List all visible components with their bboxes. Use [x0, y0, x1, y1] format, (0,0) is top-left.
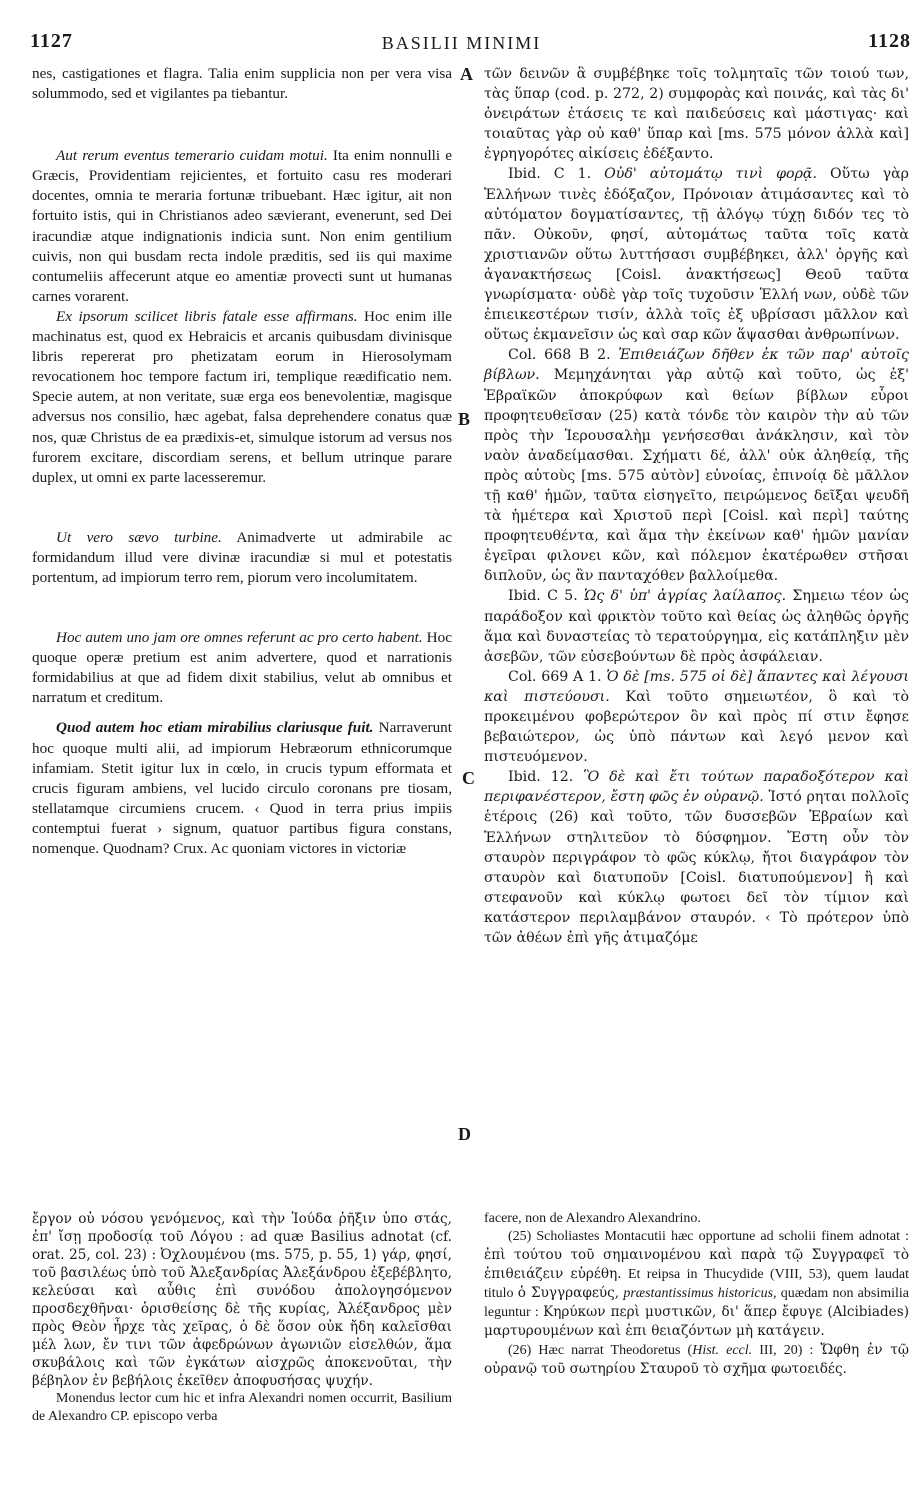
latin-paragraph-6: [32, 718, 452, 859]
footnote-right-continuation: facere, non de Alexandro Alexandrino.: [484, 1211, 701, 1226]
greek-paragraph-4: [484, 586, 909, 666]
latin-lemma-4: Ut vero sævo turbine.: [56, 528, 222, 546]
section-marker-c: C: [462, 768, 475, 788]
footnote-26-italic-b: Hist. eccl.: [692, 1343, 753, 1358]
greek-lemma-5: Ὁ δὲ [ms. 575 οἱ δὲ] ἅπαντες καὶ λέγουσι καὶ πιστεύουσι.: [484, 668, 909, 705]
latin-paragraph-3: [32, 307, 452, 488]
footnotes-right: [484, 1210, 909, 1379]
greek-paragraph-5: [484, 667, 909, 767]
greek-body-5: Καὶ τοῦτο σημειωτέον, ὃ καὶ τὸ προκειμένου φοβερώτερον ὂν καὶ πρὸς πί στιν ἔφησε βεβαιώτερον, ὡς ὑπὸ πάντων καὶ λεγό μενον καὶ πιστευόμενον.: [484, 688, 909, 766]
footnotes-left: [32, 1210, 452, 1426]
running-title: BASILII MINIMI: [381, 33, 542, 53]
latin-paragraph-1: nes, castigationes et flagra. Talia enim supplicia non per vera visa solummodo, sed et vigilantes pa tiebantur.: [32, 65, 452, 103]
footnote-25-greek-a: ἐπὶ τούτου τοῦ σημαινομένου καὶ παρὰ τῷ Συγγραφεῖ τὸ ἐπιθειάζειν εὑρέθη.: [484, 1247, 909, 1282]
greek-paragraph-1: τῶν δεινῶν ἃ συμβέβηκε τοῖς τολμηταῖς τῶν τοιού των, τὰς ὕπαρ (cod. p. 272, 2) συμφορὰς καὶ ποινάς, καὶ τὰς δι' ὀνειράτων ἐτάσεις τε καὶ παιδεύσεις καὶ μάστιγας· καὶ τοιαῦτας γὰρ οὐ καθ' ὕπαρ καὶ [ms. 575 μόνον ἀλλὰ καὶ] ἐγρηγορότες αἰκίσεις ἐδέξαντο.: [484, 66, 909, 163]
greek-paragraph-2: [484, 164, 909, 345]
latin-lemma-2: Aut rerum eventus temerario cuidam motui.: [56, 147, 328, 165]
page-number-right: 1128: [868, 30, 911, 52]
footnote-25-greek-d: ὁ Συγγραφεύς,: [517, 1285, 620, 1301]
greek-lemma-6: Ὃ δὲ καὶ ἔτι τούτων παραδοξότερον καὶ περιφανέστερον, ἔστη φῶς ἐν οὐρανῷ.: [484, 769, 910, 806]
greek-body-6: Ἱστό ρηται πολλοῖς ἑτέροις (26) καὶ τοῦτο, τῶν δυσσεβῶν Ἑβραίων καὶ Ἑλλήνων στηλιτεῦον τὸ δύσφημον. Ἔστη οὖν τὸν σταυρὸν περιγράφον τὸ φῶς κύκλῳ, ἤτοι διαγράφον τὸν σταυρὸν καὶ διατυποῦν [Coisl. διατυπούμενον] ἢ καὶ στεφανοῦν καὶ κύκλῳ φωτοει δεῖ τὸν τίμιον καὶ κατάστερον περιλαμβάνον σταυρόν. ‹ Τὸ πρότερον ὑπὸ τῶν ἀθέων ἐπὶ γῆς ἀτιμαζόμε: [484, 789, 909, 947]
footnote-25: [484, 1228, 909, 1341]
latin-body-6: Narraverunt hoc quoque multi alii, ad impiorum Hebræorum ethnicorumque infamiam. Stetit igitur lux in cœlo, in crucis typum efformata et crucis figuram ambiens, vel lucido circulo coronans pre tiosam, stellatamque circumiens crucem. ‹ Quod in terra prius impiis contemptui fuerat › signum, quatuor partibus figura constans, nomenque. Quodnam? Crux. Ac quoniam victores in victoriæ: [32, 719, 452, 857]
page-header: [0, 0, 923, 62]
footnote-26-text-a: (26) Hæc narrat Theodoretus (: [508, 1343, 693, 1358]
page-number-left: 1127: [30, 30, 73, 52]
latin-body-4: Animadverte ut admirabile ac formidandum illud vere divinæ iracundiæ si mul et potestatis portentum, ad impiorum terro rem, piorum vero incolumitatem.: [32, 528, 452, 586]
footnote-25-italic-e: præstantissimus historicus,: [619, 1286, 777, 1301]
latin-body-2: Ita enim nonnulli e Græcis, Providentiam rejicientes, et fortuito casu res moderari docentes, omnia te meraria fortunæ tribuebant. Hæc igitur, ait non fortuito istis, qui in Christianos adeo sævierant, evenerunt, sed Dei iracundiæ atque indignationis indicia sunt. Non enim gentilium cuivis, non qui busdam recta indole præditis, sed iis qui maxime contumeliis affecerunt atque eo amentiæ provecti sunt ut humanas carnes vorarent.: [32, 147, 452, 305]
footnote-25-text-f: quædam non absimilia leguntur :: [484, 1286, 910, 1320]
section-marker-d: D: [458, 1124, 471, 1144]
footnote-25-text-a: (25) Scholiastes Montacutii hæc opportune ad scholii finem adnotat :: [508, 1229, 909, 1244]
footnote-left-latin: Monendus lector cum hic et infra Alexandri nomen occurrit, Basilium de Alexandro CP. episcopo verba: [32, 1391, 452, 1424]
footnote-left-greek: ἔργον οὐ νόσου γενόμενος, καὶ τὴν Ἰούδα ῥῆξιν ὑπο στάς, ἐπ' ἴσῃ προδοσίᾳ τοῦ Λόγου : ad quæ Basilius adnotat (cf. orat. 25, col. 23) : Ὀχλουμένου (ms. 575, p. 55, 1) γάρ, φησί, τοῦ βασιλέως ὑπὸ τοῦ Ἀλεξανδρίας Ἀλεξάνδρου ἐξεβέβλητο, κελεύσαι καὶ αὖθις ἐπὶ συνόδου ἀπολογησόμενον προσδεχθῆναι· ὁρισθείσης δὲ τῆς κυρίας, Ἀλέξανδρος μὲν πρὸς Θεὸν ἦρχε τὰς χεῖρας, ὁ δὲ ὅσον οὐκ ἤδη καλεῖσθαι μέλ λων, ἔν τινι τῶν ἀφεδρώνων ἀγωνιῶν εἰσελθών, ἅμα σκυβάλοις καὶ τῶν ἐγκάτων αἰσχρῶς ἀποκενοῦται, τὴν βέβηλον ἐν βεβήλοις ἐκεῖθεν ἀποφυσήσας ψυχήν.: [32, 1211, 452, 1389]
latin-paragraph-5: [32, 628, 452, 708]
greek-ref-5: Col. 669 A 1.: [508, 668, 602, 685]
greek-body-4: Σημειω τέον ὡς παράδοξον καὶ φρικτὸν τοῦτο καὶ θείας ὡς ἀληθῶς ὀργῆς ἅμα καὶ δυναστείας τὸ τερατούργημα, εἰς κατάπληξιν μὲν ἀσεβῶν, τῶν εὐσεβούντων δὲ πρὸς ἀσφάλειαν.: [484, 588, 909, 665]
latin-column: [32, 64, 452, 859]
greek-ref-2: Ibid. C 1.: [508, 166, 592, 183]
greek-lemma-2: Οὐδ' αὐτομάτῳ τινὶ φορᾷ.: [591, 166, 817, 183]
greek-body-3: Μεμηχάνηται γὰρ αὐτῷ καὶ τοῦτο, ὡς ἐξ' Ἑβραϊκῶν ἀποκρύφων καὶ θείων βίβλων εὗροι προφητευθεῖσαν (25) κατὰ τόνδε τὸν καιρὸν τὴν αὐ τῶν πρὸς τὴν Ἱερουσαλὴμ γενήσεσθαι ἀνάκλησιν, καὶ τὸν ναὸν ἀναδείμασθαι. Σχήματι δέ, ἀλλ' οὐκ ἀληθείᾳ, τῆς πρὸς αὐτοὺς [ms. 575 αὐτὸν] εὐνοίας, ἐπινοίᾳ δὲ μᾶλλον τῇ καθ' ἡμῶν, ταῦτα εἰσηγεῖτο, πειρώμενος δεῖξαι ψευδῆ τὰ ἡμέτερα καὶ Χριστοῦ περὶ [Coisl. καὶ περὶ] ταύτης προφητευθέντα, καὶ ἅμα τὴν ἐκείνων καθ' ἡμῶν μανίαν ἐγεῖραι φιλονει κῶν, καὶ πόλεμον ἑκατέρωθεν στῆσαι διπλοῦν, ὡς ἂν πανταχόθεν βαλλοίμεθα.: [484, 367, 909, 585]
latin-paragraph-2: [32, 146, 452, 307]
footnote-26-text-c: III, 20) :: [752, 1343, 821, 1358]
greek-ref-4: Ibid. C 5.: [508, 588, 578, 605]
greek-lemma-3: Ἐπιθειάζων δῆθεν ἐκ τῶν παρ' αὐτοῖς βίβλων.: [484, 347, 910, 384]
greek-column: [484, 64, 909, 948]
greek-lemma-4: Ὡς δ' ὑπ' ἀγρίας λαίλαπος.: [577, 588, 787, 605]
section-marker-a: A: [460, 64, 473, 84]
greek-body-2: Οὕτω γὰρ Ἑλλήνων τινὲς ἐδόξαζον, Πρόνοιαν ἀτιμάσαντες καὶ τὸ αὐτόματον δογματίσαντες, τῇ ἀλόγῳ τύχῃ διδόν τες τὸ πᾶν. Οὐκοῦν, φησί, αὐτομάτως ταῦτα τοῖς κατὰ χριστιανῶν οὕτω λυττήσασι συμβέβηκει, ἀλλ' ὀργῆς καὶ ἀγανακτήσεως [Coisl. ἀνακτήσεως] Θεοῦ ταῦτα γνωρίσματα· οὐδὲ γὰρ τοῖς τυχοῦσιν Ἑλλή νων, οὐδὲ τῶν ἐπιεικεστέρων τισίν, ἀλλὰ τοῖς ἐξ υβρίσασι μᾶλλον καὶ οὕτως ἐκμανεῖσιν ὡς καὶ σαρ κῶν ἅψασθαι ἀνθρωπίνων.: [484, 166, 909, 344]
footnote-26: [484, 1341, 909, 1379]
latin-lemma-6: Quod autem hoc etiam mirabilius clariusque fuit.: [56, 719, 374, 737]
footnote-25-text-c: Et reipsa in Thucydide (VIII, 53), quem laudat titulo: [484, 1267, 909, 1301]
footnote-26-greek-d: Ὤφθη ἐν τῷ οὐρανῷ τοῦ σωτηρίου Σταυροῦ τὸ σχῆμα φωτοειδές.: [484, 1342, 909, 1377]
latin-body-5: Hoc quoque operæ pretium est anim advertere, quod et narrationis formidabilius at que ad fidem dixit stabilius, velut ab omnibus et narratum et creditum.: [32, 629, 452, 707]
footnote-25-greek-g: Κηρύκων περὶ μυστικῶν, δι' ἅπερ ἔφυγε (Alcibiades) μαρτυρουμένων καὶ ἐπι θειαζόντων μὴ κατάγειν.: [484, 1304, 909, 1339]
latin-lemma-3: Ex ipsorum scilicet libris fatale esse affirmans.: [56, 307, 358, 325]
latin-body-3: Hoc enim ille machinatus est, quod ex Hebraicis et arcanis quibusdam divinisque libris repererat pro phetizatam eorum in Hierosolymam revocationem hoc tempore factum iri, templique reædificatio nem. Specie autem, at non veritate, suæ erga eos benevolentiæ, magisque adversus nos consilio, hæc agebat, falsa deprehendere conatus quæ nos, quæ Christus de ea prædixis-et, simulque istorum ad versus nos furorem excitare, discordiam serens, et bellum utrinque parare duplex, ut omni ex parte lacesseremur.: [32, 307, 453, 486]
greek-paragraph-3: [484, 345, 909, 586]
latin-paragraph-4: [32, 528, 452, 588]
greek-ref-3: Col. 668 B 2.: [508, 347, 611, 364]
greek-ref-6: Ibid. 12.: [508, 769, 574, 786]
section-marker-b: B: [458, 409, 471, 429]
greek-paragraph-6: [484, 767, 909, 948]
latin-lemma-5: Hoc autem uno jam ore omnes referunt ac pro certo habent.: [56, 629, 423, 647]
